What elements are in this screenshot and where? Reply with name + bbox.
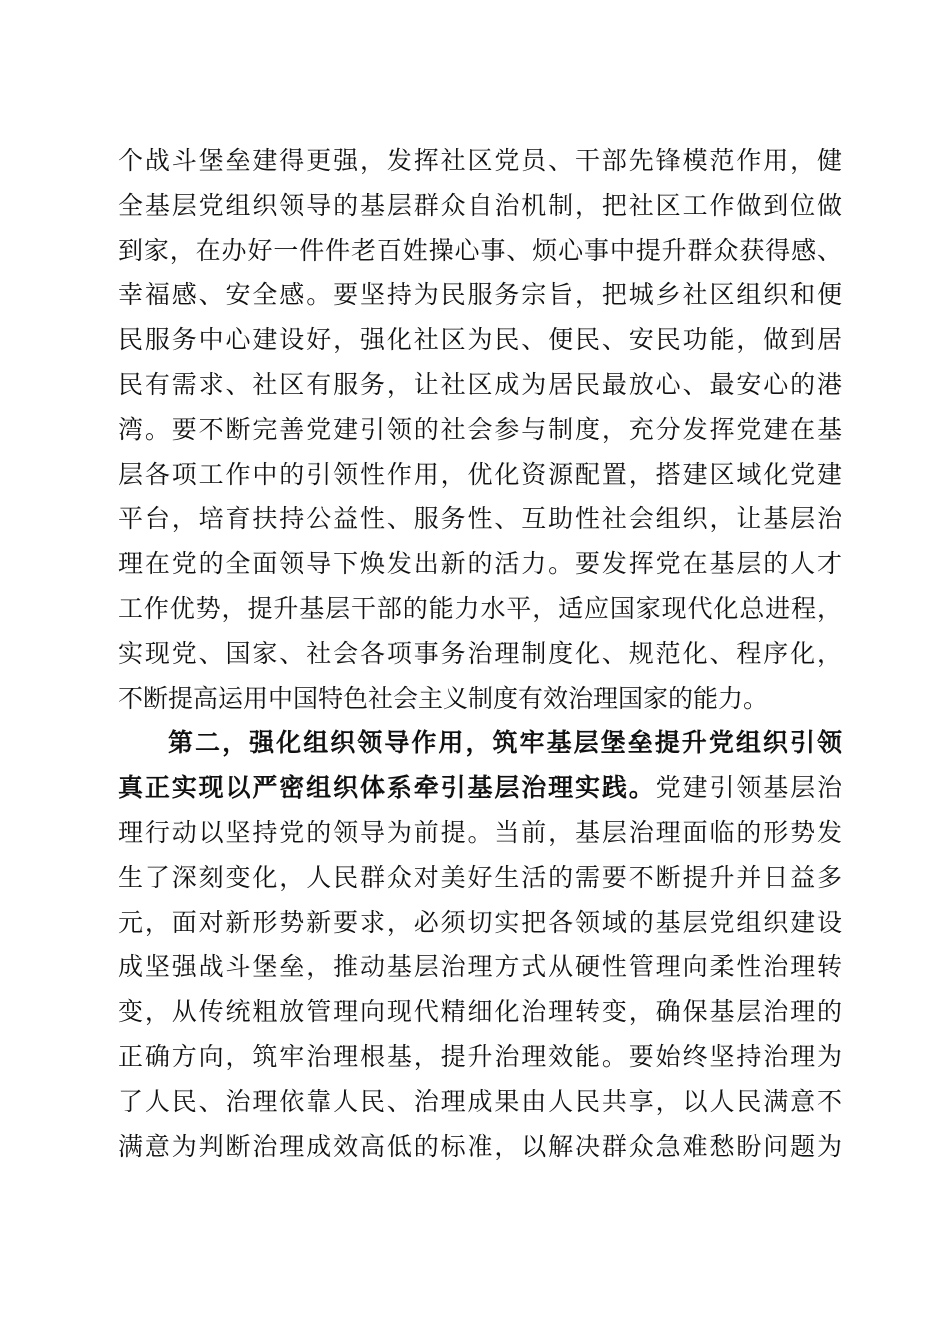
text-line: 元，面对新形势新要求，必须切实把各领域的基层党组织建设: [118, 907, 842, 937]
section-heading-line-mixed: [118, 766, 842, 811]
section-heading-continuation: 真正实现以严密组织体系牵引基层治理实践。: [118, 773, 656, 803]
text-line: 工作优势，提升基层干部的能力水平，适应国家现代化总进程，: [118, 593, 842, 623]
text-line: 实现党、国家、社会各项事务治理制度化、规范化、程序化，: [118, 638, 842, 668]
text-line: 了人民、治理依靠人民、治理成果由人民共享，以人民满意不: [118, 1086, 842, 1116]
text-line: 生了深刻变化，人民群众对美好生活的需要不断提升并日益多: [118, 862, 842, 892]
text-line: 理行动以坚持党的领导为前提。当前，基层治理面临的形势发: [118, 817, 842, 847]
text-line: 到家，在办好一件件老百姓操心事、烦心事中提升群众获得感、: [118, 235, 842, 265]
text-line: 不断提高运用中国特色社会主义制度有效治理国家的能力。: [118, 683, 769, 713]
body-text-start: 党建引领基层治: [655, 773, 842, 803]
section-heading-line: 第二，强化组织领导作用，筑牢基层堡垒提升党组织引领: [168, 728, 842, 758]
text-line: 层各项工作中的引领性作用，优化资源配置，搭建区域化党建: [118, 459, 842, 489]
text-line: 理在党的全面领导下焕发出新的活力。要发挥党在基层的人才: [118, 549, 842, 579]
text-line: 个战斗堡垒建得更强，发挥社区党员、干部先锋模范作用，健: [118, 146, 842, 175]
text-line: 变，从传统粗放管理向现代精细化治理转变，确保基层治理的: [118, 997, 842, 1027]
text-line: 民服务中心建设好，强化社区为民、便民、安民功能，做到居: [118, 325, 842, 355]
text-line: 成坚强战斗堡垒，推动基层治理方式从硬性管理向柔性治理转: [118, 952, 842, 982]
text-line: 湾。要不断完善党建引领的社会参与制度，充分发挥党建在基: [118, 414, 842, 444]
text-line: 正确方向，筑牢治理根基，提升治理效能。要始终坚持治理为: [118, 1041, 842, 1071]
text-line: 民有需求、社区有服务，让社区成为居民最放心、最安心的港: [118, 369, 842, 399]
text-line: 平台，培育扶持公益性、服务性、互助性社会组织，让基层治: [118, 504, 842, 534]
paragraph-1: [118, 139, 842, 1169]
text-line: 满意为判断治理成效高低的标准，以解决群众急难愁盼问题为: [118, 1131, 842, 1161]
text-line: 幸福感、安全感。要坚持为民服务宗旨，把城乡社区组织和便: [118, 280, 842, 310]
text-line: 全基层党组织领导的基层群众自治机制，把社区工作做到位做: [118, 190, 842, 220]
